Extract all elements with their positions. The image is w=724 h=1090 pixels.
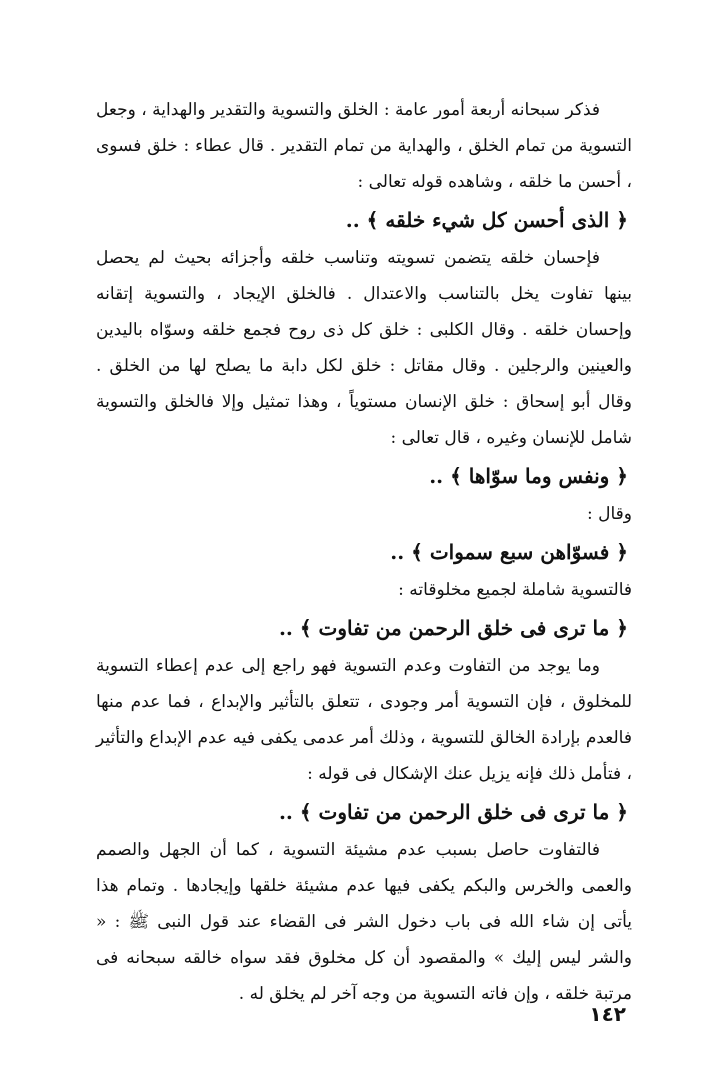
quran-verse-nafs: ﴿ ونفس وما سوّاها ﴾ ..	[429, 464, 628, 488]
quran-verse-ahsana: ﴿ الذى أحسن كل شيء خلقه ﴾ ..	[345, 208, 628, 232]
paragraph-taswiya: فالتسوية شاملة لجميع مخلوقاته :	[398, 580, 632, 600]
quran-verse-tafawut-1: ﴿ ما ترى فى خلق الرحمن من تفاوت ﴾ ..	[278, 616, 628, 640]
paragraph-waqal: وقال :	[587, 504, 632, 524]
page-body	[96, 92, 632, 1012]
page-number: ١٤٢	[589, 1002, 626, 1026]
quran-verse-sabaa: ﴿ فسوّاهن سبع سموات ﴾ ..	[390, 540, 628, 564]
paragraph-intro: فذكر سبحانه أربعة أمور عامة : الخلق والتسوية والتقدير والهداية ، وجعل التسوية من تمام الخلق ، والهداية من تمام التقدير . قال عطاء : خلق فسوى ، أحسن ما خلقه ، وشاهده قوله تعالى :	[96, 100, 632, 192]
paragraph-conclusion: فالتفاوت حاصل بسبب عدم مشيئة التسوية ، كما أن الجهل والصمم والعمى والخرس والبكم يكفى فيها عدم مشيئة خلقها وإيجادها . وتمام هذا يأتى إن شاء الله فى باب دخول الشر فى القضاء عند قول النبى ﷺ : « والشر ليس إليك » والمقصود أن كل مخلوق فقد سواه خالقه سبحانه فى مرتبة خلقه ، وإن فاته التسوية من وجه آخر لم يخلق له .	[96, 840, 632, 1004]
paragraph-tafawut: وما يوجد من التفاوت وعدم التسوية فهو راجع إلى عدم إعطاء التسوية للمخلوق ، فإن التسوية أمر وجودى ، تتعلق بالتأثير والإبداع ، فما عدم منها فالعدم بإرادة الخالق للتسوية ، وذلك أمر عدمى يكفى فيه عدم الإبداع والتأثير ، فتأمل ذلك فإنه يزيل عنك الإشكال فى قوله :	[96, 656, 632, 784]
paragraph-ihsan: فإحسان خلقه يتضمن تسويته وتناسب خلقه وأجزائه بحيث لم يحصل بينها تفاوت يخل بالتناسب والاعتدال . فالخلق الإيجاد ، والتسوية إتقانه وإحسان خلقه . وقال الكلبى : خلق كل ذى روح فجمع خلقه وسوّاه باليدين والعينين والرجلين . وقال مقاتل : خلق لكل دابة ما يصلح لها من الخلق . وقال أبو إسحاق : خلق الإنسان مستوياً ، وهذا تمثيل وإلا فالخلق والتسوية شامل للإنسان وغيره ، قال تعالى :	[96, 248, 632, 448]
quran-verse-tafawut-2: ﴿ ما ترى فى خلق الرحمن من تفاوت ﴾ ..	[278, 800, 628, 824]
